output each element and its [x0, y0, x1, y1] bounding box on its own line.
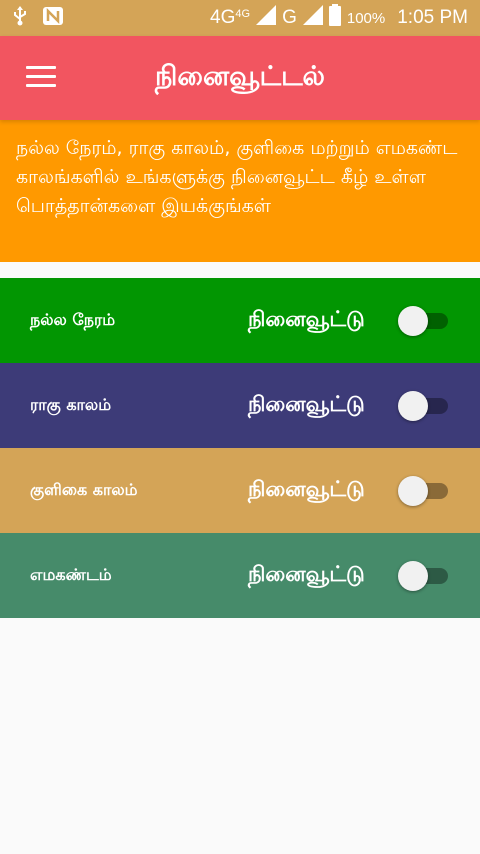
status-bar: [0, 0, 480, 36]
network-small-label: 4G: [235, 8, 251, 20]
app-bar: [0, 36, 480, 120]
clock: 1:05 PM: [397, 7, 468, 28]
hamburger-menu-icon[interactable]: [26, 66, 56, 90]
usb-icon: [12, 6, 28, 30]
reminder-toggle[interactable]: [398, 306, 450, 336]
row-label: எமகண்டம்: [30, 565, 112, 584]
reminder-row-kuligai-kaalam: [0, 448, 480, 533]
network-label: 4G: [210, 7, 236, 28]
info-banner: [0, 120, 480, 262]
n-icon: [42, 6, 64, 30]
network2-label: G: [282, 7, 297, 28]
reminder-row-raagu-kaalam: [0, 363, 480, 448]
reminder-toggle[interactable]: [398, 476, 450, 506]
row-reminder-label: நினைவூட்டு: [248, 392, 365, 416]
row-label: குளிகை காலம்: [30, 480, 138, 499]
row-reminder-label: நினைவூட்டு: [248, 477, 365, 501]
reminder-toggle[interactable]: [398, 391, 450, 421]
row-reminder-label: நினைவூட்டு: [248, 307, 365, 331]
row-label: ராகு காலம்: [30, 395, 112, 414]
spacer: [0, 262, 480, 278]
reminder-row-nalla-neram: [0, 278, 480, 363]
signal-icon: [256, 5, 276, 31]
info-text: நல்ல நேரம், ராகு காலம், குளிகை மற்றும் எமகண்ட காலங்களில் உங்களுக்கு நினைவூட்ட கீழ் உள்ள பொத்தான்களை இயக்குங்கள்: [16, 137, 458, 217]
battery-icon: [329, 4, 341, 32]
row-reminder-label: நினைவூட்டு: [248, 562, 365, 586]
battery-percent: 100%: [346, 9, 386, 27]
page-title: நினைவூட்டல்: [155, 60, 325, 92]
signal2-icon: [303, 5, 323, 31]
reminder-toggle[interactable]: [398, 561, 450, 591]
row-label: நல்ல நேரம்: [30, 310, 116, 329]
reminder-row-emagandam: [0, 533, 480, 618]
